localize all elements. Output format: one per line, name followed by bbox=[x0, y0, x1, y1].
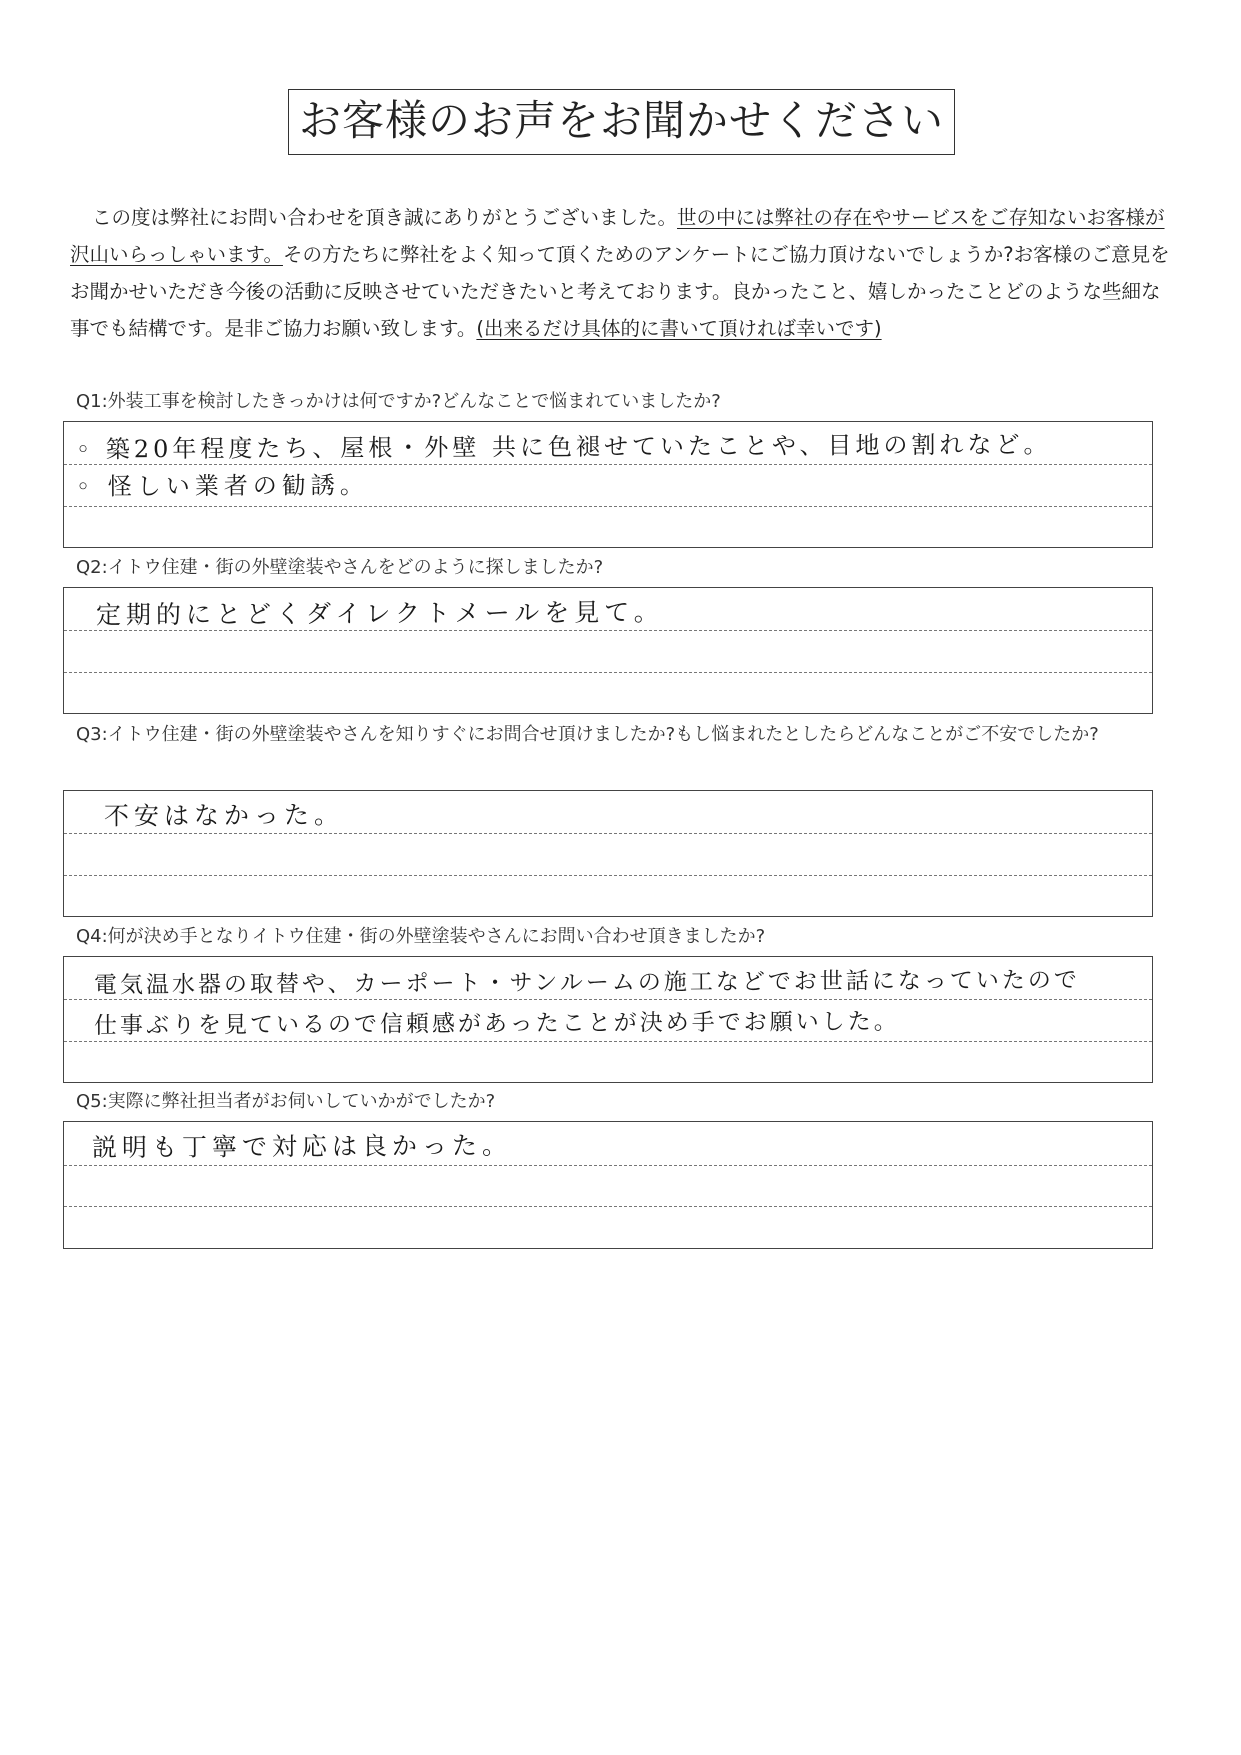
ruled-line bbox=[64, 506, 1152, 507]
answer-2-line-1: 定期的にとどくダイレクトメールを見て。 bbox=[95, 597, 664, 630]
answer-box-1 bbox=[63, 421, 1153, 548]
page-title: お客様のお声をお聞かせください bbox=[288, 89, 955, 155]
intro-text-2-underlined: 世の中には弊社の存在やサービスをご存知ないお客様が沢山いらっしゃいます。 bbox=[70, 206, 1165, 266]
answer-4-line-1: 電気温水器の取替や、カーポート・サンルームの施工などでお世話になっていたので bbox=[93, 967, 1080, 999]
question-4-label: Q4:何が決め手となりイトウ住建・街の外壁塗装やさんにお問い合わせ頂きましたか? bbox=[76, 926, 766, 947]
intro-paragraph bbox=[70, 199, 1170, 347]
ruled-line bbox=[64, 875, 1152, 876]
answer-box-2 bbox=[63, 587, 1153, 714]
question-2-label: Q2:イトウ住建・街の外壁塗装やさんをどのように探しましたか? bbox=[76, 557, 604, 578]
ruled-line bbox=[64, 672, 1152, 673]
intro-text-1: この度は弊社にお問い合わせを頂き誠にありがとうございました。 bbox=[92, 206, 678, 229]
question-1-label: Q1:外装工事を検討したきっかけは何ですか?どんなことで悩まれていましたか? bbox=[76, 391, 721, 412]
answer-4-line-2: 仕事ぶりを見ているので信頼感があったことが決め手でお願いした。 bbox=[93, 1008, 900, 1040]
question-5-label: Q5:実際に弊社担当者がお伺いしていかがでしたか? bbox=[76, 1091, 496, 1112]
answer-box-5 bbox=[63, 1121, 1153, 1249]
intro-text-3: その方たちに弊社をよく知って頂くためのアンケートにご協力頂けないでしょうか?お客様のご意見をお聞かせいただき今後の活動に反映させていただきたいと考えております。良かったこと、嬉しかったことどのような些細な事でも結構です。是非ご協力お願い致します。 bbox=[70, 243, 1170, 340]
answer-box-4 bbox=[63, 956, 1153, 1083]
answer-3-line-1: 不安はなかった。 bbox=[103, 800, 345, 831]
intro-text-4-underlined: (出来るだけ具体的に書いて頂ければ幸いです) bbox=[476, 317, 882, 340]
answer-1-line-1: ◦ 築20年程度たち、屋根・外壁 共に色褪せていたことや、目地の割れなど。 bbox=[75, 430, 1052, 464]
answer-5-line-1: 説明も丁寧で対応は良かった。 bbox=[91, 1130, 513, 1163]
ruled-line bbox=[64, 1206, 1152, 1207]
answer-1-line-2: ◦ 怪しい業者の勧誘。 bbox=[75, 471, 369, 501]
question-3-label: Q3:イトウ住建・街の外壁塗装やさんを知りすぐにお問合せ頂けましたか?もし悩まれたとしたらどんなことがご不安でしたか? bbox=[76, 724, 1099, 745]
answer-box-3 bbox=[63, 790, 1153, 917]
